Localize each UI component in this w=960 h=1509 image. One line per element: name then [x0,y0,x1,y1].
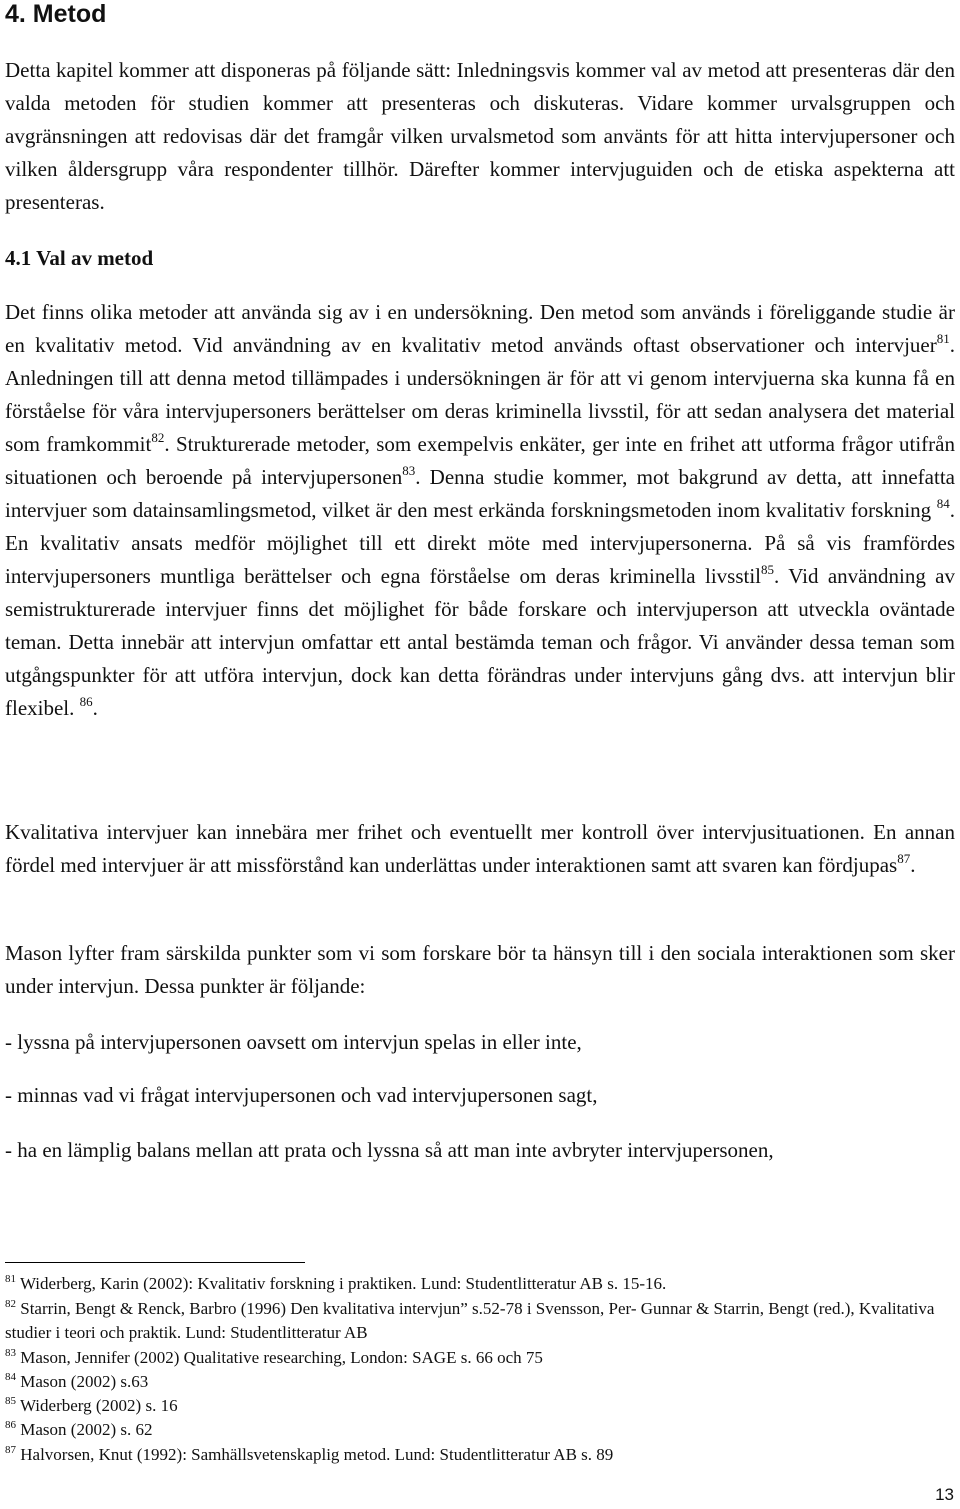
footnote: $^{86}$ Mason (2002) s. 62 [5,1419,153,1439]
chapter-heading: 4. Metod [5,0,107,28]
footnote: $^{82}$ Starrin, Bengt & Renck, Barbro (1996) Den kvalitativa intervjun” s.52-78 i Svensson, Per- Gunnar & Starrin, Bengt (red.), Kvalitativa studier i teori och praktik. Lund: Studentlitteratur AB [5,1298,935,1342]
footnote-divider [5,1262,305,1263]
mason-paragraph: Mason lyfter fram särskilda punkter som vi som forskare bör ta hänsyn till i den sociala interaktionen som sker under intervjun. Dessa punkter är följande: [5,941,955,998]
interview-paragraph: Kvalitativa intervjuer kan innebära mer frihet och eventuellt mer kontroll över intervjusituationen. En annan fördel med intervjuer är att missförstånd kan underlättas under interaktionen samt att svaren kan fördjupas$^{87}$. [5,820,955,877]
footnote: $^{81}$ Widerberg, Karin (2002): Kvalitativ forskning i praktiken. Lund: Studentlitteratur AB s. 15-16. [5,1273,667,1293]
list-item: - ha en lämplig balans mellan att prata och lyssna så att man inte avbryter intervjupersonen, [5,1138,774,1162]
method-paragraph: Det finns olika metoder att använda sig av i en undersökning. Den metod som används i föreliggande studie är en kvalitativ metod. Vid användning av en kvalitativ metod används oftast observationer och intervjuer$^{81}$. Anledningen till att denna metod tillämpades i undersökningen är för att vi genom intervjuerna ska kunna få en förståelse för våra intervjupersoners berättelser om deras kriminella livsstil, för att sedan analysera det material som framkommit$^{82}$. Strukturerade metoder, som exempelvis enkäter, ger inte en frihet att utforma frågor utifrån situationen och beroende på intervjupersonen$^{83}$. Denna studie kommer, mot bakgrund av detta, att innefatta intervjuer som datainsamlingsmetod, vilket är den mest erkända forskningsmetoden inom kvalitativ forskning $^{84}$. En kvalitativ ansats medför möjlighet till ett direkt möte med intervjupersonerna. På så vis framfördes intervjupersoners muntliga berättelser och egna förståelse om deras kriminella livsstil$^{85}$. Vid användning av semistrukturerade intervjuer finns det möjlighet för både forskare och intervjuperson att utveckla oväntade teman. Detta innebär att intervjun omfattar ett antal bestämda teman och frågor. Vi använder dessa teman som utgångspunkter för att utföra intervjun, dock kan detta förändras under intervjuns gång dvs. att intervjun blir flexibel. $^{86}$. [5,300,955,720]
footnote-ref: 87 [897,851,911,866]
footnote-ref: 86 [79,694,93,709]
footnote-ref: 83 [402,463,416,478]
section-heading: 4.1 Val av metod [5,246,154,270]
footnote: $^{85}$ Widerberg (2002) s. 16 [5,1395,178,1415]
footnote: $^{84}$ Mason (2002) s.63 [5,1371,149,1391]
page-number: 13 [935,1485,954,1504]
footnote: $^{83}$ Mason, Jennifer (2002) Qualitative researching, London: SAGE s. 66 och 75 [5,1347,543,1367]
footnote-ref: 81 [936,331,950,346]
list-item: - lyssna på intervjupersonen oavsett om intervjun spelas in eller inte, [5,1030,582,1054]
footnote: $^{87}$ Halvorsen, Knut (1992): Samhällsvetenskaplig metod. Lund: Studentlitteratur AB s. 89 [5,1444,614,1464]
footnote-ref: 82 [151,430,165,445]
footnote-ref: 84 [936,496,950,511]
footnote-ref: 85 [761,562,775,577]
list-item: - minnas vad vi frågat intervjupersonen och vad intervjupersonen sagt, [5,1083,598,1107]
intro-paragraph: Detta kapitel kommer att disponeras på följande sätt: Inledningsvis kommer val av metod att presenteras där den valda metoden för studien kommer att presenteras och diskuteras. Vidare kommer urvalsgruppen och avgränsningen att redovisas där det framgår vilken urvalsmetod som använts för att hitta intervjupersoner och vilken åldersgrupp våra respondenter tillhör. Därefter kommer intervjuguiden och de etiska aspekterna att presenteras. [5,58,955,214]
